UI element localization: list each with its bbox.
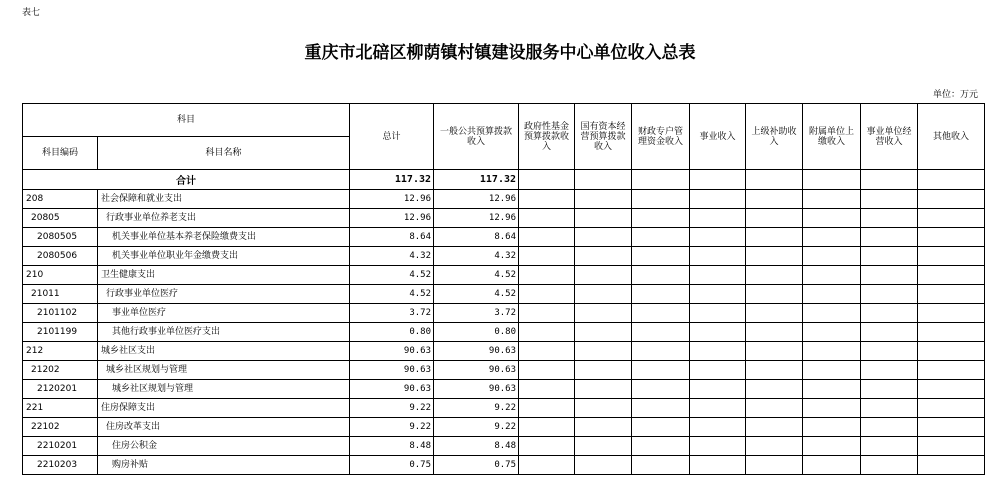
row-general-budget: 9.22	[434, 399, 519, 418]
row-name: 卫生健康支出	[98, 266, 350, 285]
empty-cell	[575, 190, 632, 209]
empty-cell	[746, 399, 803, 418]
row-name: 住房改革支出	[98, 418, 350, 437]
empty-cell	[575, 361, 632, 380]
empty-cell	[690, 285, 746, 304]
empty-cell	[519, 304, 575, 323]
empty-cell	[575, 209, 632, 228]
empty-cell	[519, 342, 575, 361]
table-row	[23, 304, 985, 323]
empty-cell	[803, 437, 861, 456]
table-row	[23, 190, 985, 209]
row-code: 2101199	[23, 323, 98, 342]
header-name: 科目名称	[98, 137, 350, 170]
empty-cell	[575, 399, 632, 418]
header-gov-fund: 政府性基金预算拨款收入	[519, 104, 575, 170]
empty-cell	[918, 228, 985, 247]
row-name: 城乡社区规划与管理	[98, 380, 350, 399]
row-total: 8.48	[350, 437, 434, 456]
table-row	[23, 323, 985, 342]
empty-cell	[690, 209, 746, 228]
empty-cell	[519, 380, 575, 399]
empty-cell	[519, 399, 575, 418]
empty-cell	[918, 323, 985, 342]
empty-cell	[575, 266, 632, 285]
empty-cell	[690, 456, 746, 475]
row-general-budget: 9.22	[434, 418, 519, 437]
row-general-budget: 8.48	[434, 437, 519, 456]
row-code: 22102	[23, 418, 98, 437]
empty-cell	[690, 323, 746, 342]
empty-cell	[746, 285, 803, 304]
table-row	[23, 456, 985, 475]
empty-cell	[861, 361, 918, 380]
row-total: 4.52	[350, 285, 434, 304]
empty-cell	[690, 399, 746, 418]
empty-cell	[861, 456, 918, 475]
header-total: 总计	[350, 104, 434, 170]
empty-cell	[746, 266, 803, 285]
total-label: 合计	[23, 170, 350, 190]
empty-cell	[690, 342, 746, 361]
empty-cell	[918, 437, 985, 456]
table-row	[23, 228, 985, 247]
empty-cell	[803, 247, 861, 266]
row-general-budget: 3.72	[434, 304, 519, 323]
empty-cell	[575, 228, 632, 247]
row-code: 21202	[23, 361, 98, 380]
total-total: 117.32	[350, 170, 434, 190]
empty-cell	[861, 323, 918, 342]
empty-cell	[861, 247, 918, 266]
header-state-capital: 国有资本经营预算拨款收入	[575, 104, 632, 170]
empty-cell	[746, 190, 803, 209]
table-row	[23, 209, 985, 228]
empty-cell	[918, 399, 985, 418]
empty-cell	[803, 190, 861, 209]
row-total: 8.64	[350, 228, 434, 247]
row-code: 2101102	[23, 304, 98, 323]
row-total: 4.52	[350, 266, 434, 285]
empty-cell	[746, 323, 803, 342]
row-total: 0.80	[350, 323, 434, 342]
table-row	[23, 266, 985, 285]
empty-cell	[575, 380, 632, 399]
empty-cell	[519, 323, 575, 342]
empty-cell	[519, 190, 575, 209]
empty-cell	[803, 380, 861, 399]
empty-cell	[803, 304, 861, 323]
row-total: 9.22	[350, 418, 434, 437]
empty-cell	[746, 380, 803, 399]
empty-cell	[918, 266, 985, 285]
row-total: 9.22	[350, 399, 434, 418]
empty-cell	[690, 418, 746, 437]
row-name: 行政事业单位养老支出	[98, 209, 350, 228]
total-row	[23, 170, 985, 190]
empty-cell	[918, 418, 985, 437]
table-row	[23, 285, 985, 304]
row-general-budget: 4.52	[434, 285, 519, 304]
empty-cell	[861, 228, 918, 247]
empty-cell	[690, 437, 746, 456]
row-name: 事业单位医疗	[98, 304, 350, 323]
empty-cell	[861, 304, 918, 323]
income-summary-table	[22, 103, 985, 475]
empty-cell	[632, 247, 690, 266]
row-code: 208	[23, 190, 98, 209]
empty-cell	[519, 266, 575, 285]
empty-cell	[519, 361, 575, 380]
table-row	[23, 247, 985, 266]
row-name: 社会保障和就业支出	[98, 190, 350, 209]
empty-cell	[575, 437, 632, 456]
empty-cell	[803, 342, 861, 361]
empty-cell	[519, 209, 575, 228]
empty-cell	[918, 285, 985, 304]
table-row	[23, 361, 985, 380]
empty-cell	[632, 285, 690, 304]
empty-cell	[632, 323, 690, 342]
empty-cell	[803, 228, 861, 247]
header-superior-subsidy: 上级补助收入	[746, 104, 803, 170]
row-name: 城乡社区支出	[98, 342, 350, 361]
row-total: 90.63	[350, 361, 434, 380]
row-name: 行政事业单位医疗	[98, 285, 350, 304]
empty-cell	[746, 437, 803, 456]
empty-cell	[918, 380, 985, 399]
empty-cell	[632, 304, 690, 323]
empty-cell	[632, 456, 690, 475]
empty-cell	[861, 418, 918, 437]
empty-cell	[918, 456, 985, 475]
total-general-budget: 117.32	[434, 170, 519, 190]
row-total: 12.96	[350, 190, 434, 209]
row-general-budget: 0.80	[434, 323, 519, 342]
table-number-label: 表七	[22, 8, 41, 18]
row-general-budget: 4.52	[434, 266, 519, 285]
empty-cell	[632, 380, 690, 399]
row-total: 90.63	[350, 342, 434, 361]
row-total: 3.72	[350, 304, 434, 323]
header-other: 其他收入	[918, 104, 985, 170]
empty-cell	[861, 209, 918, 228]
empty-cell	[519, 437, 575, 456]
header-affiliated: 附属单位上缴收入	[803, 104, 861, 170]
unit-label: 单位：万元	[932, 90, 978, 100]
empty-cell	[690, 304, 746, 323]
empty-cell	[803, 209, 861, 228]
empty-cell	[690, 266, 746, 285]
empty-cell	[746, 228, 803, 247]
header-business: 事业收入	[690, 104, 746, 170]
empty-cell	[575, 342, 632, 361]
row-code: 210	[23, 266, 98, 285]
table-row	[23, 418, 985, 437]
table-row	[23, 380, 985, 399]
empty-cell	[861, 190, 918, 209]
table-row	[23, 399, 985, 418]
row-total: 12.96	[350, 209, 434, 228]
row-general-budget: 0.75	[434, 456, 519, 475]
row-code: 2210201	[23, 437, 98, 456]
row-name: 机关事业单位基本养老保险缴费支出	[98, 228, 350, 247]
row-name: 机关事业单位职业年金缴费支出	[98, 247, 350, 266]
empty-cell	[632, 190, 690, 209]
empty-cell	[803, 418, 861, 437]
row-code: 221	[23, 399, 98, 418]
empty-cell	[861, 285, 918, 304]
empty-cell	[918, 342, 985, 361]
empty-cell	[575, 323, 632, 342]
row-name: 购房补贴	[98, 456, 350, 475]
empty-cell	[746, 418, 803, 437]
empty-cell	[861, 380, 918, 399]
row-general-budget: 90.63	[434, 361, 519, 380]
empty-cell	[519, 247, 575, 266]
empty-cell	[803, 361, 861, 380]
row-code: 21011	[23, 285, 98, 304]
row-name: 其他行政事业单位医疗支出	[98, 323, 350, 342]
row-general-budget: 90.63	[434, 342, 519, 361]
row-code: 212	[23, 342, 98, 361]
empty-cell	[575, 456, 632, 475]
empty-cell	[746, 247, 803, 266]
row-general-budget: 8.64	[434, 228, 519, 247]
header-code: 科目编码	[23, 137, 98, 170]
empty-cell	[575, 285, 632, 304]
empty-cell	[690, 380, 746, 399]
empty-cell	[918, 304, 985, 323]
header-general-budget: 一般公共预算拨款收入	[434, 104, 519, 170]
table-row	[23, 342, 985, 361]
empty-cell	[803, 285, 861, 304]
empty-cell	[519, 228, 575, 247]
row-name: 住房保障支出	[98, 399, 350, 418]
empty-cell	[690, 247, 746, 266]
row-code: 2120201	[23, 380, 98, 399]
empty-cell	[632, 399, 690, 418]
empty-cell	[861, 342, 918, 361]
row-general-budget: 90.63	[434, 380, 519, 399]
empty-cell	[632, 361, 690, 380]
row-code: 20805	[23, 209, 98, 228]
row-general-budget: 4.32	[434, 247, 519, 266]
empty-cell	[918, 361, 985, 380]
empty-cell	[918, 209, 985, 228]
empty-cell	[632, 342, 690, 361]
row-total: 0.75	[350, 456, 434, 475]
empty-cell	[861, 437, 918, 456]
empty-cell	[690, 190, 746, 209]
empty-cell	[746, 342, 803, 361]
header-subject: 科目	[23, 104, 350, 137]
empty-cell	[632, 418, 690, 437]
table-row	[23, 437, 985, 456]
empty-cell	[519, 285, 575, 304]
row-code: 2080505	[23, 228, 98, 247]
row-total: 90.63	[350, 380, 434, 399]
header-fiscal-special: 财政专户管理资金收入	[632, 104, 690, 170]
empty-cell	[632, 228, 690, 247]
empty-cell	[632, 437, 690, 456]
page-title: 重庆市北碚区柳荫镇村镇建设服务中心单位收入总表	[304, 43, 696, 63]
empty-cell	[746, 456, 803, 475]
empty-cell	[803, 456, 861, 475]
row-name: 住房公积金	[98, 437, 350, 456]
empty-cell	[690, 228, 746, 247]
empty-cell	[803, 266, 861, 285]
row-general-budget: 12.96	[434, 190, 519, 209]
empty-cell	[803, 399, 861, 418]
header-operating: 事业单位经营收入	[861, 104, 918, 170]
empty-cell	[746, 361, 803, 380]
empty-cell	[861, 266, 918, 285]
empty-cell	[575, 247, 632, 266]
row-total: 4.32	[350, 247, 434, 266]
empty-cell	[690, 361, 746, 380]
empty-cell	[575, 304, 632, 323]
empty-cell	[746, 209, 803, 228]
row-name: 城乡社区规划与管理	[98, 361, 350, 380]
empty-cell	[519, 418, 575, 437]
empty-cell	[803, 323, 861, 342]
empty-cell	[746, 304, 803, 323]
row-code: 2080506	[23, 247, 98, 266]
empty-cell	[918, 190, 985, 209]
empty-cell	[632, 209, 690, 228]
row-general-budget: 12.96	[434, 209, 519, 228]
empty-cell	[519, 456, 575, 475]
empty-cell	[918, 247, 985, 266]
empty-cell	[575, 418, 632, 437]
row-code: 2210203	[23, 456, 98, 475]
empty-cell	[632, 266, 690, 285]
empty-cell	[861, 399, 918, 418]
